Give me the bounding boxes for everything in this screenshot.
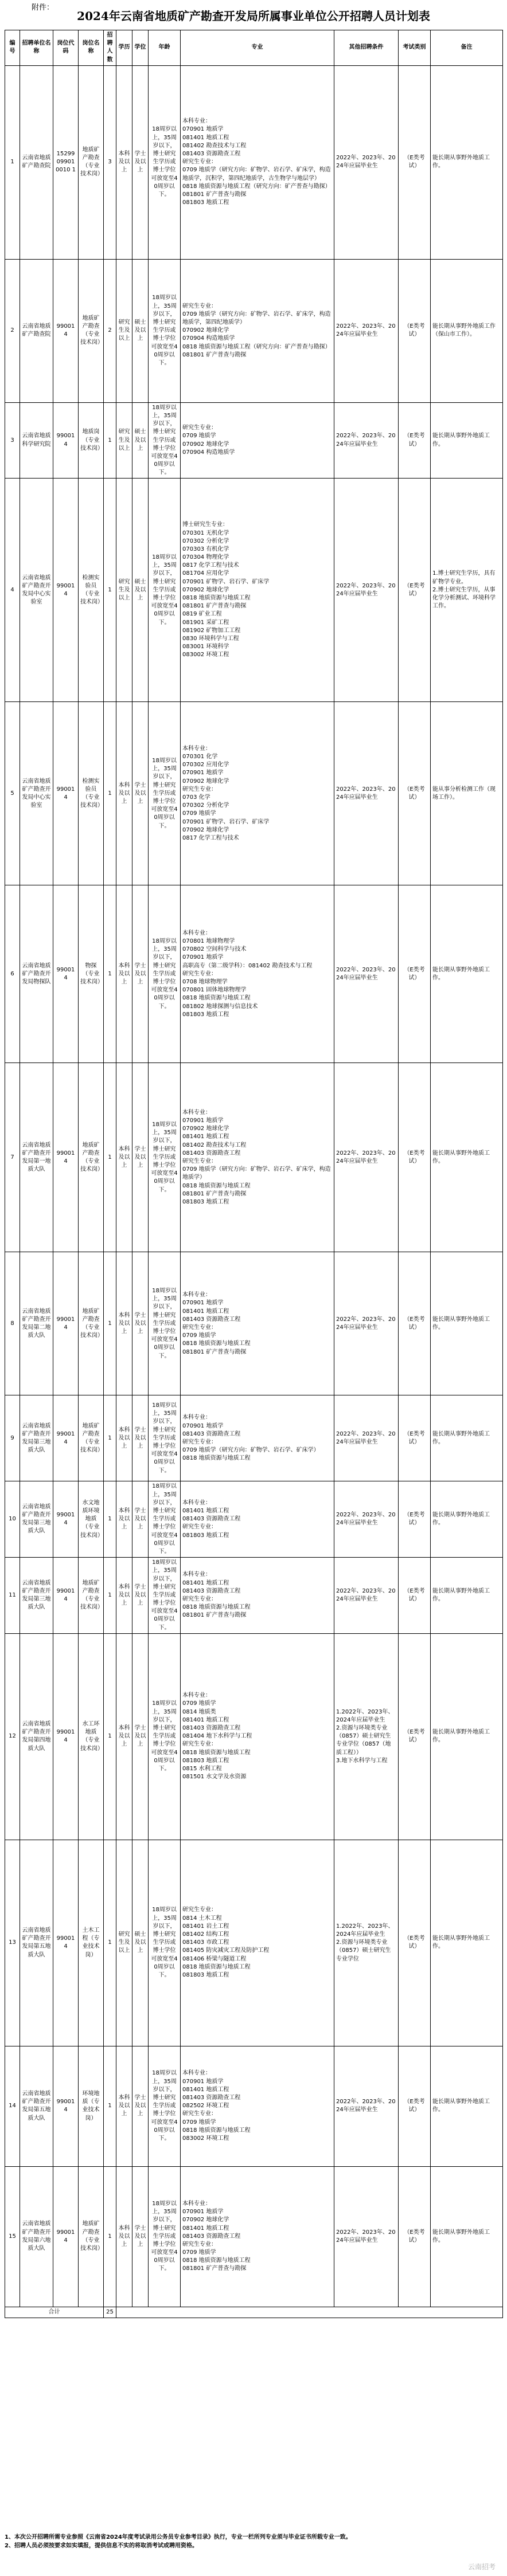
post-name: 地质岗（专业技术岗） bbox=[79, 402, 104, 479]
watermark-text: 云南招考 bbox=[467, 2563, 496, 2571]
unit-name: 云南省地质矿产勘查开发局物探队 bbox=[20, 885, 53, 1063]
remarks: 能长期从事野外地质工作。 bbox=[431, 1633, 503, 1840]
row-number: 5 bbox=[5, 702, 20, 885]
major-list: 本科专业： 070901 地质学 070902 地球化学 081401 地质工程 081403 资源勘查工程 研究生专业： 0709 地质学 0818 地质资源与地质工程 081801 矿产普查与勘探 bbox=[181, 2166, 334, 2307]
post-name: 检测实验员（专业技术岗） bbox=[79, 479, 104, 702]
exam-category: （E类考试） bbox=[399, 2166, 431, 2307]
unit-name: 云南省地质矿产勘查开发局第一地质大队 bbox=[20, 1063, 53, 1252]
row-number: 3 bbox=[5, 402, 20, 479]
table-row bbox=[5, 65, 503, 259]
major-list: 博士研究生专业： 070301 无机化学 070302 分析化学 070303 有机化学 070304 物理化学 0817 化学工程与技术 081704 应用化学 070901 矿物学、岩石学、矿床学 070902 地球化学 0818 地质资源与地质工程 081801 矿产普查与勘探 0819 矿业工程 081901 采矿工程 081902 矿物加工工程 0830 环境科学与工程 083001 环境科学 083002 环境工程 bbox=[181, 479, 334, 702]
education: 研究生及以上 bbox=[116, 402, 132, 479]
post-code: 15299099010010 1 bbox=[53, 65, 79, 259]
remarks: 能从事分析检测工作（现场工作）。 bbox=[431, 702, 503, 885]
post-code: 990014 bbox=[53, 1633, 79, 1840]
exam-category: （E类考试） bbox=[399, 885, 431, 1063]
notes bbox=[5, 2533, 502, 2550]
major-list: 研究生专业： 0709 地质学（研究方向：矿物学、岩石学、矿床学，构造地质学，第四纪地质学） 070902 地球化学 070904 构造地质学 0818 地质资源与地质工程（研究方向：矿产普查与勘探） 081801 矿产普查与勘探 bbox=[181, 259, 334, 402]
header-deg: 学位 bbox=[132, 30, 149, 66]
post-name: 物探（专业技术岗） bbox=[79, 885, 104, 1063]
table-row bbox=[5, 1481, 503, 1558]
other-conditions: 2022年、2023年、2024年应届毕业生 bbox=[334, 402, 399, 479]
header-no: 编号 bbox=[5, 30, 20, 66]
unit-name: 云南省地质矿产勘查开发局第六地质大队 bbox=[20, 2166, 53, 2307]
unit-name: 云南省地质矿产勘查开发局第五地质大队 bbox=[20, 1840, 53, 2046]
other-conditions: 2022年、2023年、2024年应届毕业生 bbox=[334, 65, 399, 259]
header-row bbox=[5, 30, 503, 66]
table-row bbox=[5, 479, 503, 702]
remarks: 能长期从事野外地质工作。 bbox=[431, 1252, 503, 1395]
unit-name: 云南省地质矿产勘查院 bbox=[20, 259, 53, 402]
remarks: 能长期从事野外地质工作。 bbox=[431, 2166, 503, 2307]
table-row bbox=[5, 2166, 503, 2307]
other-conditions: 2022年、2023年、2024年应届毕业生 bbox=[334, 702, 399, 885]
remarks: 能长期从事野外地质工作（保山市工作）。 bbox=[431, 259, 503, 402]
exam-category: （E类考试） bbox=[399, 1633, 431, 1840]
major-list: 本科专业： 070901 地质学 081401 地质工程 081403 资源勘查工程 082502 环境工程 研究生专业： 0709 地质学 0818 地质资源与地质工程 083002 环境工程 bbox=[181, 2046, 334, 2166]
headcount: 1 bbox=[104, 2166, 116, 2307]
other-conditions: 2022年、2023年、2024年应届毕业生 bbox=[334, 2166, 399, 2307]
education: 本科及以上 bbox=[116, 1395, 132, 1481]
post-name: 地质矿产勘查（专业技术岗） bbox=[79, 2166, 104, 2307]
post-name: 地质矿产勘查（专业技术岗） bbox=[79, 1395, 104, 1481]
other-conditions: 1.2022年、2023年、2024年应届毕业生 2.资源与环境类专业（0857）硕士研究生专业学位 bbox=[334, 1840, 399, 2046]
header-edu: 学历 bbox=[116, 30, 132, 66]
degree: 硕士及以上 bbox=[132, 1840, 149, 2046]
table-row bbox=[5, 1063, 503, 1252]
exam-category: （E类考试） bbox=[399, 1558, 431, 1634]
headcount: 1 bbox=[104, 885, 116, 1063]
headcount: 1 bbox=[104, 1840, 116, 2046]
remarks: 能长期从事野外地质工作。 bbox=[431, 65, 503, 259]
remarks: 能长期从事野外地质工作。 bbox=[431, 2046, 503, 2166]
page-title: 2024年云南省地质矿产勘查开发局所属事业单位公开招聘人员计划表 bbox=[77, 9, 430, 23]
header-other: 其他招聘条件 bbox=[334, 30, 399, 66]
total-blank bbox=[116, 2307, 503, 2318]
post-code: 990014 bbox=[53, 1063, 79, 1252]
row-number: 10 bbox=[5, 1481, 20, 1558]
exam-category: （E类考试） bbox=[399, 1840, 431, 2046]
degree: 硕士及以上 bbox=[132, 402, 149, 479]
degree: 学士及以上 bbox=[132, 1558, 149, 1634]
age-requirement: 18周岁以上，35周岁以下，博士研究生学历或博士学位可放宽至40周岁以下。 bbox=[149, 65, 181, 259]
unit-name: 云南省地质矿产勘查院 bbox=[20, 65, 53, 259]
row-number: 12 bbox=[5, 1633, 20, 1840]
headcount: 1 bbox=[104, 1252, 116, 1395]
post-code: 990014 bbox=[53, 1481, 79, 1558]
remarks: 能长期从事野外地质工作。 bbox=[431, 1395, 503, 1481]
exam-category: （E类考试） bbox=[399, 1395, 431, 1481]
post-name: 水工环地质（专业技术岗） bbox=[79, 1633, 104, 1840]
age-requirement: 18周岁以上，35周岁以下，博士研究生学历或博士学位可放宽至40周岁以下。 bbox=[149, 259, 181, 402]
exam-category: （E类考试） bbox=[399, 1252, 431, 1395]
post-name: 环境地质（专业技术岗） bbox=[79, 2046, 104, 2166]
other-conditions: 1.2022年、2023年、2024年应届毕业生 2.资源与环境类专业（0857）硕士研究生专业学位（0857（地质工程）） 3.地下水科学与工程 bbox=[334, 1633, 399, 1840]
headcount: 1 bbox=[104, 2046, 116, 2166]
education: 研究生及以上 bbox=[116, 1840, 132, 2046]
remarks: 能长期从事野外地质工作。 bbox=[431, 402, 503, 479]
degree: 学士及以上 bbox=[132, 1063, 149, 1252]
education: 本科及以上 bbox=[116, 2166, 132, 2307]
headcount: 1 bbox=[104, 1558, 116, 1634]
major-list: 本科专业： 070801 地球物理学 070802 空间科学与技术 070901 地质学 高职高专（第二级学科）：081402 勘查技术与工程 研究生专业： 0708 地球物理学 070801 固体地球物理学 0818 地质资源与地质工程 081802 地球探测与信息技术 081803 地质工程 bbox=[181, 885, 334, 1063]
post-name: 土木工程（专业技术岗） bbox=[79, 1840, 104, 2046]
education: 本科及以上 bbox=[116, 702, 132, 885]
major-list: 本科专业： 070301 化学 070302 应用化学 070901 地质学 070902 地球化学 研究生专业： 0703 化学 070302 分析化学 0709 地质学 070901 矿物学、岩石学、矿床学 070902 地球化学 0817 化学工程与技术 bbox=[181, 702, 334, 885]
post-code: 990014 bbox=[53, 479, 79, 702]
other-conditions: 2022年、2023年、2024年应届毕业生 bbox=[334, 259, 399, 402]
other-conditions: 2022年、2023年、2024年应届毕业生 bbox=[334, 1063, 399, 1252]
row-number: 1 bbox=[5, 65, 20, 259]
post-code: 990014 bbox=[53, 2166, 79, 2307]
other-conditions: 2022年、2023年、2024年应届毕业生 bbox=[334, 1558, 399, 1634]
education: 本科及以上 bbox=[116, 65, 132, 259]
header-unit: 招聘单位名称 bbox=[20, 30, 53, 66]
total-row bbox=[5, 2307, 503, 2318]
exam-category: （E类考试） bbox=[399, 402, 431, 479]
other-conditions: 2022年、2023年、2024年应届毕业生 bbox=[334, 1395, 399, 1481]
unit-name: 云南省地质科学研究院 bbox=[20, 402, 53, 479]
degree: 学士及以上 bbox=[132, 1633, 149, 1840]
degree: 学士及以上 bbox=[132, 1395, 149, 1481]
post-name: 地质矿产勘查（专业技术岗） bbox=[79, 65, 104, 259]
major-list: 本科专业： 081401 地质工程 081403 资源勘查工程 研究生专业： 081803 地质工程 bbox=[181, 1481, 334, 1558]
post-name: 地质矿产勘查（专业技术岗） bbox=[79, 1063, 104, 1252]
table-row bbox=[5, 402, 503, 479]
table-row bbox=[5, 885, 503, 1063]
education: 本科及以上 bbox=[116, 1633, 132, 1840]
degree: 学士及以上 bbox=[132, 1252, 149, 1395]
age-requirement: 18周岁以上，35周岁以下，博士研究生学历或博士学位可放宽至40周岁以下。 bbox=[149, 2166, 181, 2307]
exam-category: （E类考试） bbox=[399, 702, 431, 885]
header-remark: 备注 bbox=[431, 30, 503, 66]
age-requirement: 18周岁以上，35周岁以下，博士研究生学历或博士学位可放宽至40周岁以下。 bbox=[149, 2046, 181, 2166]
degree: 学士及以上 bbox=[132, 2046, 149, 2166]
post-code: 990014 bbox=[53, 1558, 79, 1634]
post-code: 990014 bbox=[53, 1840, 79, 2046]
exam-category: （E类考试） bbox=[399, 259, 431, 402]
age-requirement: 18周岁以上，35周岁以下，博士研究生学历或博士学位可放宽至40周岁以下。 bbox=[149, 1633, 181, 1840]
age-requirement: 18周岁以上，35周岁以下，博士研究生学历或博士学位可放宽至40周岁以下。 bbox=[149, 702, 181, 885]
remarks: 能长期从事野外地质工作。 bbox=[431, 1558, 503, 1634]
other-conditions: 2022年、2023年、2024年应届毕业生 bbox=[334, 885, 399, 1063]
other-conditions: 2022年、2023年、2024年应届毕业生 bbox=[334, 479, 399, 702]
post-name: 水文地质环境地质（专业技术岗） bbox=[79, 1481, 104, 1558]
post-name: 地质矿产勘查（专业技术岗） bbox=[79, 259, 104, 402]
row-number: 8 bbox=[5, 1252, 20, 1395]
recruitment-plan-table bbox=[5, 30, 503, 2318]
headcount: 1 bbox=[104, 702, 116, 885]
headcount: 1 bbox=[104, 1633, 116, 1840]
note-1: 1、本次公开招聘所需专业参照《云南省2024年度考试录用公务员专业参考目录》执行，专业一栏所列专业须与毕业证书所载专业一致。 bbox=[5, 2534, 352, 2540]
total-value: 25 bbox=[104, 2307, 116, 2318]
unit-name: 云南省地质矿产勘查开发局第三地质大队 bbox=[20, 1395, 53, 1481]
post-code: 990014 bbox=[53, 259, 79, 402]
post-code: 990014 bbox=[53, 702, 79, 885]
note-2: 2、招聘人员必须按要求如实填报，提供信息不实的将取消考试或聘用资格。 bbox=[5, 2543, 198, 2549]
unit-name: 云南省地质矿产勘查开发局第三地质大队 bbox=[20, 1558, 53, 1634]
education: 本科及以上 bbox=[116, 1481, 132, 1558]
education: 研究生及以上 bbox=[116, 479, 132, 702]
row-number: 14 bbox=[5, 2046, 20, 2166]
post-code: 990014 bbox=[53, 885, 79, 1063]
age-requirement: 18周岁以上，35周岁以下，博士研究生学历或博士学位可放宽至40周岁以下。 bbox=[149, 1558, 181, 1634]
unit-name: 云南省地质矿产勘查开发局第四地质大队 bbox=[20, 1633, 53, 1840]
education: 本科及以上 bbox=[116, 1558, 132, 1634]
row-number: 6 bbox=[5, 885, 20, 1063]
age-requirement: 18周岁以上，35周岁以下，博士研究生学历或博士学位可放宽至40周岁以下。 bbox=[149, 1481, 181, 1558]
age-requirement: 18周岁以上，35周岁以下，博士研究生学历或博士学位可放宽至40周岁以下。 bbox=[149, 1395, 181, 1481]
other-conditions: 2022年、2023年、2024年应届毕业生 bbox=[334, 2046, 399, 2166]
degree: 学士及以上 bbox=[132, 702, 149, 885]
degree: 学士及以上 bbox=[132, 2166, 149, 2307]
remarks: 能长期从事野外地质工作。 bbox=[431, 1840, 503, 2046]
unit-name: 云南省地质矿产勘查开发局第三地质大队 bbox=[20, 1481, 53, 1558]
exam-category: （E类考试） bbox=[399, 1481, 431, 1558]
degree: 学士及以上 bbox=[132, 65, 149, 259]
degree: 硕士及以上 bbox=[132, 479, 149, 702]
header-age: 年龄 bbox=[149, 30, 181, 66]
exam-category: （E类考试） bbox=[399, 65, 431, 259]
exam-category: （E类考试） bbox=[399, 479, 431, 702]
remarks: 能长期从事野外地质工作。 bbox=[431, 885, 503, 1063]
major-list: 本科专业： 0709 地质学 0814 地质类 081401 地质工程 081403 资源勘查工程 081404 地下水科学与工程 研究生专业： 0818 地质资源与地质工程 081803 地质工程 0815 水利工程 081501 水文学及水资源 bbox=[181, 1633, 334, 1840]
headcount: 1 bbox=[104, 1395, 116, 1481]
attachment-label: 附件： bbox=[32, 3, 54, 12]
degree: 硕士及以上 bbox=[132, 259, 149, 402]
age-requirement: 18周岁以上，35周岁以下，博士研究生学历或博士学位可放宽至40周岁以下。 bbox=[149, 1840, 181, 2046]
major-list: 研究生专业： 0709 地质学 070902 地球化学 070904 构造地质学 bbox=[181, 402, 334, 479]
headcount: 2 bbox=[104, 259, 116, 402]
post-code: 990014 bbox=[53, 1252, 79, 1395]
major-list: 本科专业： 070901 地质学 081401 地质工程 081403 资源勘查工程 研究生专业： 0709 地质学 0818 地质资源与地质工程 081801 矿产普查与勘探 bbox=[181, 1252, 334, 1395]
education: 本科及以上 bbox=[116, 885, 132, 1063]
row-number: 9 bbox=[5, 1395, 20, 1481]
age-requirement: 18周岁以上，35周岁以下，博士研究生学历或博士学位可放宽至40周岁以下。 bbox=[149, 402, 181, 479]
major-list: 本科专业： 081401 地质工程 081403 资源勘查工程 研究生专业： 0818 地质资源与地质工程 081801 矿产普查与勘探 bbox=[181, 1558, 334, 1634]
row-number: 4 bbox=[5, 479, 20, 702]
row-number: 2 bbox=[5, 259, 20, 402]
major-list: 本科专业： 070901 地质学 081403 资源勘查工程 研究生专业： 0709 地质学（研究方向：矿物学、岩石学、矿床学） 0818 地质资源与地质工程 bbox=[181, 1395, 334, 1481]
remarks: 能长期从事野外地质工作。 bbox=[431, 1063, 503, 1252]
headcount: 1 bbox=[104, 402, 116, 479]
headcount: 1 bbox=[104, 1063, 116, 1252]
row-number: 7 bbox=[5, 1063, 20, 1252]
table-row bbox=[5, 1252, 503, 1395]
age-requirement: 18周岁以上，35周岁以下，博士研究生学历或博士学位可放宽至40周岁以下。 bbox=[149, 479, 181, 702]
headcount: 1 bbox=[104, 1481, 116, 1558]
table-row bbox=[5, 259, 503, 402]
row-number: 13 bbox=[5, 1840, 20, 2046]
other-conditions: 2022年、2023年、2024年应届毕业生 bbox=[334, 1252, 399, 1395]
unit-name: 云南省地质矿产勘查开发局第二地质大队 bbox=[20, 1252, 53, 1395]
unit-name: 云南省地质矿产勘查开发局第五地质大队 bbox=[20, 2046, 53, 2166]
post-name: 地质矿产勘查（专业技术岗） bbox=[79, 1558, 104, 1634]
post-code: 990014 bbox=[53, 402, 79, 479]
header-code: 岗位代码 bbox=[53, 30, 79, 66]
row-number: 11 bbox=[5, 1558, 20, 1634]
remarks: 能长期从事野外地质工作。 bbox=[431, 1481, 503, 1558]
age-requirement: 18周岁以上，35周岁以下，博士研究生学历或博士学位可放宽至40周岁以下。 bbox=[149, 1063, 181, 1252]
table-row bbox=[5, 702, 503, 885]
age-requirement: 18周岁以上，35周岁以下，博士研究生学历或博士学位可放宽至40周岁以下。 bbox=[149, 885, 181, 1063]
exam-category: （E类考试） bbox=[399, 1063, 431, 1252]
major-list: 本科专业： 070901 地质学 081401 地质工程 081402 勘查技术与工程 081403 资源勘查工程 研究生专业： 0709 地质学（研究方向：矿物学、岩石学、矿床学，构造地质学，沉积学，第四纪地质学，古生物学与地层学） 0818 地质资源与地质工程（研究方向：矿产普查与勘探） 081801 矿产普查与勘探 081803 地质工程 bbox=[181, 65, 334, 259]
unit-name: 云南省地质矿产勘查开发局中心实验室 bbox=[20, 479, 53, 702]
post-name: 检测实验员（专业技术岗） bbox=[79, 702, 104, 885]
header-post: 岗位名称 bbox=[79, 30, 104, 66]
education: 本科及以上 bbox=[116, 1252, 132, 1395]
exam-category: （E类考试） bbox=[399, 2046, 431, 2166]
degree: 学士及以上 bbox=[132, 885, 149, 1063]
table-row bbox=[5, 1633, 503, 1840]
row-number: 15 bbox=[5, 2166, 20, 2307]
age-requirement: 18周岁以上，35周岁以下，博士研究生学历或博士学位可放宽至40周岁以下。 bbox=[149, 1252, 181, 1395]
table-row bbox=[5, 1558, 503, 1634]
education: 本科及以上 bbox=[116, 1063, 132, 1252]
headcount: 3 bbox=[104, 65, 116, 259]
major-list: 本科专业： 070901 地质学 070902 地球化学 081401 地质工程 081402 勘查技术与工程 081403 资源勘查工程 研究生专业： 0709 地质学（研究方向：矿物学、岩石学、矿床学，构造地质学） 0818 地质资源与地质工程 081801 矿产普查与勘探 081803 地质工程 bbox=[181, 1063, 334, 1252]
headcount: 1 bbox=[104, 479, 116, 702]
table-row bbox=[5, 2046, 503, 2166]
table-row bbox=[5, 1395, 503, 1481]
post-code: 990014 bbox=[53, 1395, 79, 1481]
post-name: 地质矿产勘查（专业技术岗） bbox=[79, 1252, 104, 1395]
other-conditions: 2022年、2023年、2024年应届毕业生 bbox=[334, 1481, 399, 1558]
remarks: 1.博士研究生学历，具有矿物学专业。 2.博士研究生学历，从事化学分析测试、环境科学工作。 bbox=[431, 479, 503, 702]
total-label: 合计 bbox=[5, 2307, 104, 2318]
education: 本科及以上 bbox=[116, 2046, 132, 2166]
table-row bbox=[5, 1840, 503, 2046]
unit-name: 云南省地质矿产勘查开发局中心实验室 bbox=[20, 702, 53, 885]
education: 研究生及以上 bbox=[116, 259, 132, 402]
degree: 学士及以上 bbox=[132, 1481, 149, 1558]
header-exam: 考试类别 bbox=[399, 30, 431, 66]
header-major: 专业 bbox=[181, 30, 334, 66]
major-list: 研究生专业： 0814 土木工程 081401 岩土工程 081402 结构工程 081403 市政工程 081405 防灾减灾工程及防护工程 081406 桥梁与隧道工程 0818 地质资源与地质工程 081803 地质工程 bbox=[181, 1840, 334, 2046]
header-num: 招聘人数 bbox=[104, 30, 116, 66]
post-code: 990014 bbox=[53, 2046, 79, 2166]
